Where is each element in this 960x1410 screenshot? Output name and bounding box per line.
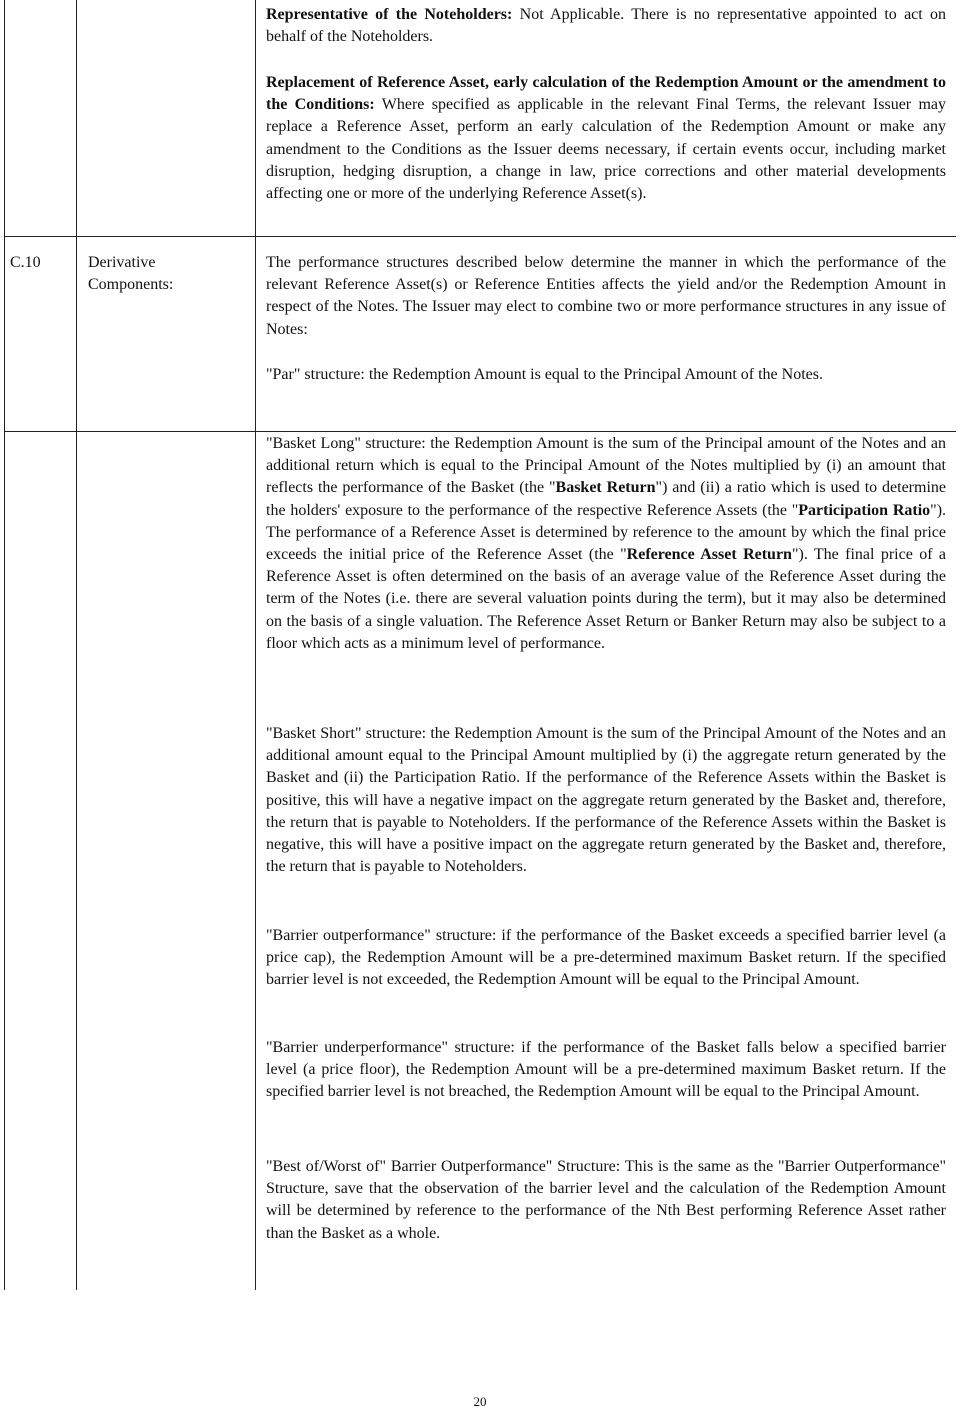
- basket-short-paragraph: "Basket Short" structure: the Redemption Amount is the sum of the Principal Amount of the Notes and an additional amount equal to the Principal Amount multiplied by (i) the aggregate return generated by the Basket and (ii) the Participation Ratio. If the performance of the Reference Assets within the Basket is positive, this will have a negative impact on the aggregate return generated by the Basket and, therefore, the return that is payable to Noteholders. If the performance of the Reference Assets within the Basket is negative, this will have a positive impact on the aggregate return generated by the Basket and, therefore, the return that is payable to Noteholders.: [266, 725, 946, 876]
- replacement-heading: Replacement of Reference Asset, early calculation of the Redemption Amount or the amendment to the Conditions:: [266, 74, 946, 114]
- representative-heading: Representative of the Noteholders:: [266, 6, 513, 23]
- c10-intro-paragraph: The performance structures described below determine the manner in which the performance of the relevant Reference Asset(s) or Reference Entities affects the yield and/or the Redemption Amount in respect of the Notes. The Issuer may elect to combine two or more performance structures in any issue of Notes:: [266, 254, 946, 338]
- basket-return-term: Basket Return: [555, 479, 656, 497]
- replacement-text: Where specified as applicable in the relevant Final Terms, the relevant Issuer may replace a Reference Asset, perform an early calculation of the Redemption Amount or make any amendment to the Conditions as the Issuer deems necessary, if certain events occur, including market disruption, hedging disruption, a change in law, price corrections and other material developments affecting one or more of the underlying Reference Asset(s).: [266, 96, 947, 203]
- representative-text: Not Applicable. There is no representative appointed to act on behalf of the Noteholders.: [266, 6, 946, 46]
- barrier-outperformance-paragraph: "Barrier outperformance" structure: if the performance of the Basket exceeds a specified barrier level (a price cap), the Redemption Amount will be a pre-determined maximum Basket return. If the specified barrier level is not exceeded, the Redemption Amount will be equal to the Principal Amount.: [266, 927, 946, 989]
- page-number: 20: [473, 1394, 487, 1409]
- table-left-border: [4, 0, 5, 1290]
- par-structure-paragraph: "Par" structure: the Redemption Amount is equal to the Principal Amount of the Notes.: [266, 366, 823, 383]
- best-worst-paragraph: "Best of/Worst of" Barrier Outperformance" Structure: This is the same as the "Barrier Outperformance" Structure, save that the observation of the barrier level and the calculation of the Redemption Amount will be determined by reference to the performance of the Nth Best performing Reference Asset rather than the Basket as a whole.: [266, 1158, 946, 1242]
- replacement-paragraph: [266, 72, 946, 205]
- element-title: [88, 252, 173, 296]
- reference-asset-return-term: Reference Asset Return: [626, 546, 792, 564]
- basket-long-text-4: "). The final price of a Reference Asset is often determined on the basis of an average value of the Reference Asset during the term of the Notes (i.e. there are several valuation points during the term), but it may also be determined on the basis of a single valuation. The Reference Asset Return or Banker Return may also be subject to a floor which acts as a minimum level of performance.: [266, 546, 946, 652]
- element-title-line2: Components:: [88, 276, 174, 293]
- table-col1-divider: [76, 0, 77, 1290]
- table-col2-divider: [255, 0, 256, 1290]
- representative-paragraph: [266, 4, 946, 48]
- basket-long-text-2: ") and (ii) a ratio which is used to determine the holders' exposure to the performance of the respective Reference Assets (the ": [266, 479, 946, 519]
- participation-ratio-term: Participation Ratio: [798, 501, 931, 519]
- element-code: C.10: [10, 254, 41, 271]
- basket-long-paragraph: [266, 433, 946, 655]
- table-break-divider: [4, 431, 956, 432]
- basket-long-text-1: "Basket Long" structure: the Redemption Amount is the sum of the Principal amount of the Notes and an additional return which is equal to the Principal Amount of the Notes multiplied by (i) an amount that reflects the performance of the Basket (the ": [266, 435, 946, 497]
- table-row-divider: [4, 236, 956, 237]
- element-title-line1: Derivative: [88, 254, 156, 271]
- basket-long-text-3: "). The performance of a Reference Asset is determined by reference to the amount by which the final price exceeds the initial price of the Reference Asset (the ": [266, 501, 947, 564]
- barrier-underperformance-paragraph: "Barrier underperformance" structure: if the performance of the Basket falls below a specified barrier level (a price floor), the Redemption Amount will be a pre-determined maximum Basket return. If the specified barrier level is not breached, the Redemption Amount will be equal to the Principal Amount.: [266, 1039, 946, 1101]
